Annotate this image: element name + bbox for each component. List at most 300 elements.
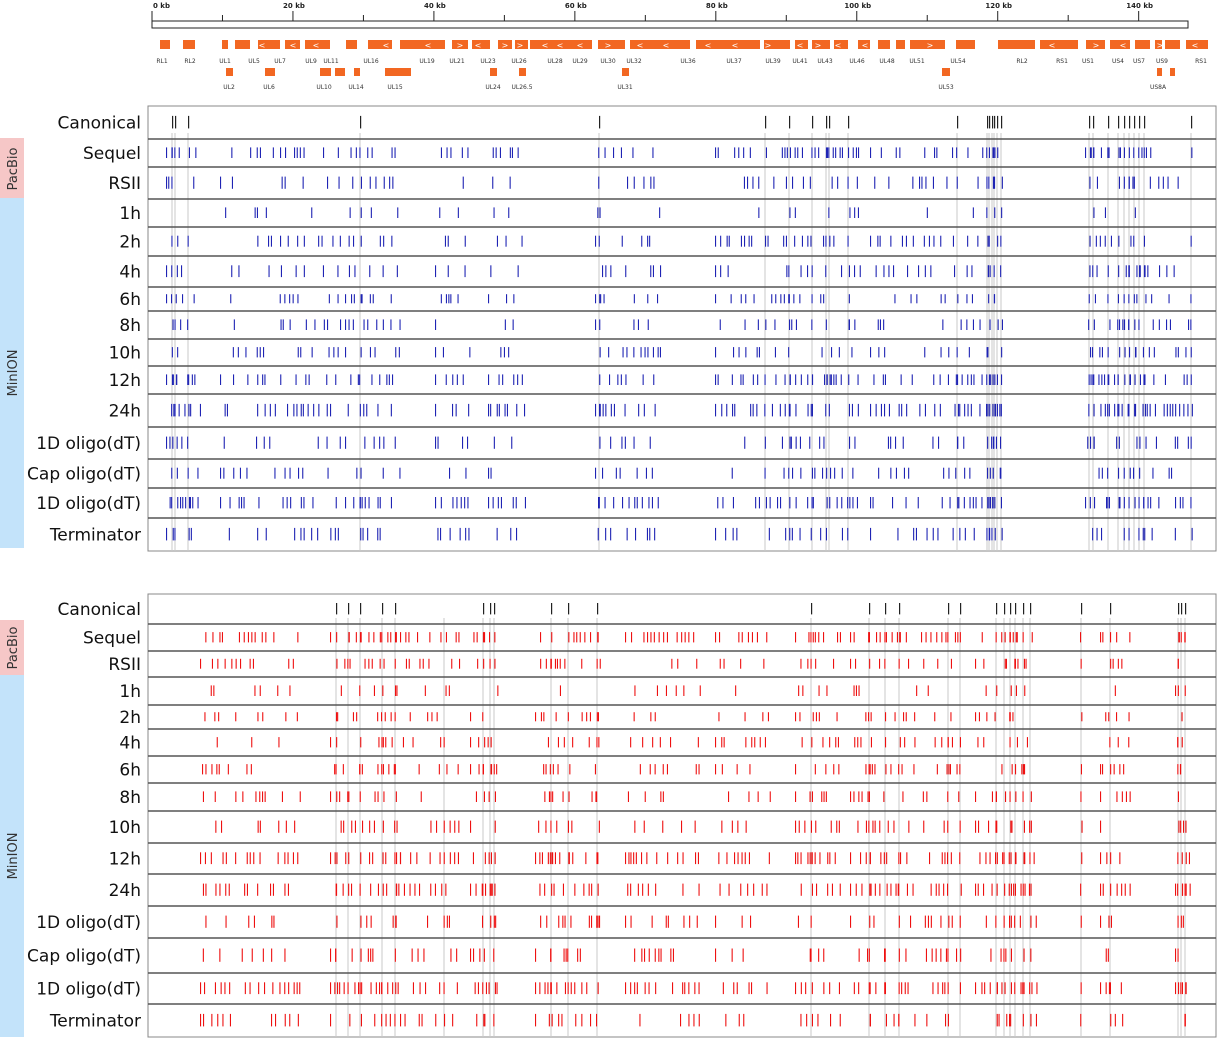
transcript-end-tick [600, 659, 601, 669]
transcript-end-tick [736, 528, 737, 541]
transcript-end-tick [715, 528, 716, 541]
transcript-end-tick [205, 632, 206, 642]
transcript-end-tick [973, 374, 974, 385]
transcript-end-tick [1119, 852, 1120, 864]
transcript-end-tick [942, 982, 943, 994]
transcript-end-tick [1146, 147, 1147, 158]
transcript-end-tick [734, 404, 735, 417]
transcript-end-tick [1175, 982, 1176, 994]
transcript-end-tick [685, 632, 686, 642]
transcript-end-tick [546, 916, 547, 928]
transcript-end-tick [383, 852, 384, 864]
transcript-end-tick [855, 659, 856, 669]
transcript-end-tick [979, 712, 980, 721]
transcript-end-tick [599, 236, 600, 247]
transcript-end-tick [1109, 497, 1110, 508]
transcript-end-tick [654, 528, 655, 541]
transcript-end-tick [352, 949, 353, 962]
transcript-end-tick [405, 632, 406, 642]
transcript-end-tick [396, 884, 397, 896]
transcript-end-tick [988, 236, 989, 247]
transcript-end-tick [385, 737, 386, 747]
transcript-end-tick [660, 347, 661, 357]
transcript-end-tick [901, 982, 902, 994]
transcript-end-tick [558, 737, 559, 747]
transcript-end-tick [715, 949, 716, 962]
transcript-end-tick [550, 821, 551, 833]
transcript-end-tick [958, 404, 959, 417]
transcript-end-tick [224, 437, 225, 449]
transcript-end-tick [801, 884, 802, 896]
transcript-end-tick [625, 916, 626, 928]
canonical-end-tick [885, 603, 886, 614]
transcript-end-tick [565, 916, 566, 928]
transcript-end-tick [225, 207, 226, 218]
transcript-end-tick [463, 177, 464, 189]
transcript-end-tick [344, 659, 345, 669]
transcript-end-tick [842, 147, 843, 158]
transcript-end-tick [644, 404, 645, 417]
transcript-end-tick [367, 528, 368, 541]
transcript-end-tick [176, 294, 177, 303]
transcript-end-tick [467, 147, 468, 158]
canonical-end-tick [1118, 116, 1119, 129]
transcript-end-tick [256, 437, 257, 449]
transcript-end-tick [458, 852, 459, 864]
transcript-end-tick [1175, 347, 1176, 357]
transcript-end-tick [369, 497, 370, 508]
transcript-end-tick [568, 821, 569, 833]
gene-block [222, 40, 228, 49]
transcript-end-tick [221, 821, 222, 833]
transcript-end-tick [811, 916, 812, 928]
transcript-end-tick [656, 852, 657, 864]
transcript-end-tick [1009, 852, 1010, 864]
transcript-end-tick [348, 852, 349, 864]
transcript-end-tick [1098, 374, 1099, 385]
transcript-end-tick [1015, 852, 1016, 864]
transcript-end-tick [1124, 147, 1125, 158]
transcript-end-tick [497, 982, 498, 994]
transcript-end-tick [383, 884, 384, 896]
gene-label: UL31 [617, 84, 633, 91]
transcript-end-tick [458, 632, 459, 642]
transcript-end-tick [505, 319, 506, 330]
transcript-end-tick [550, 791, 551, 802]
transcript-end-tick [1029, 982, 1030, 994]
transcript-end-tick [987, 347, 988, 357]
transcript-end-tick [200, 852, 201, 864]
transcript-end-tick [354, 294, 355, 303]
transcript-end-tick [602, 265, 603, 277]
transcript-end-tick [349, 265, 350, 277]
transcript-end-tick [318, 236, 319, 247]
transcript-end-tick [1004, 916, 1005, 928]
transcript-end-tick [988, 177, 989, 189]
gene-label: UL51 [909, 58, 925, 65]
transcript-end-tick [1017, 632, 1018, 642]
transcript-end-tick [222, 632, 223, 642]
transcript-end-tick [885, 712, 886, 721]
transcript-end-tick [1021, 884, 1022, 896]
transcript-end-tick [625, 632, 626, 642]
gene-strand-arrow: < [576, 41, 584, 50]
gene-label: UL37 [726, 58, 742, 65]
gene-label: UL10 [316, 84, 332, 91]
transcript-end-tick [827, 147, 828, 158]
transcript-end-tick [1097, 265, 1098, 277]
transcript-end-tick [1144, 236, 1145, 247]
transcript-end-tick [355, 821, 356, 833]
transcript-end-tick [666, 685, 667, 696]
transcript-end-tick [462, 147, 463, 158]
transcript-end-tick [242, 949, 243, 962]
transcript-end-tick [1135, 207, 1136, 218]
transcript-end-tick [947, 764, 948, 774]
canonical-end-tick [1089, 116, 1090, 129]
canonical-end-tick [1015, 603, 1016, 614]
transcript-end-tick [998, 319, 999, 330]
transcript-end-tick [1001, 404, 1002, 417]
transcript-end-tick [997, 1014, 998, 1027]
transcript-end-tick [360, 791, 361, 802]
transcript-end-tick [610, 265, 611, 277]
transcript-end-tick [1101, 374, 1102, 385]
transcript-end-tick [1158, 177, 1159, 189]
transcript-end-tick [833, 236, 834, 247]
transcript-end-tick [977, 737, 978, 747]
transcript-end-tick [230, 1014, 231, 1027]
transcript-end-tick [789, 207, 790, 218]
transcript-end-tick [270, 884, 271, 896]
transcript-end-tick [812, 404, 813, 417]
transcript-end-tick [330, 1014, 331, 1027]
transcript-end-tick [427, 712, 428, 721]
transcript-end-tick [764, 404, 765, 417]
transcript-end-tick [385, 852, 386, 864]
canonical-end-tick [597, 603, 598, 614]
transcript-end-tick [637, 468, 638, 479]
transcript-end-tick [699, 764, 700, 774]
transcript-end-tick [831, 347, 832, 357]
transcript-end-tick [991, 437, 992, 449]
transcript-end-tick [380, 497, 381, 508]
transcript-end-tick [1030, 916, 1031, 928]
transcript-end-tick [948, 764, 949, 774]
transcript-end-tick [957, 497, 958, 508]
transcript-end-tick [265, 791, 266, 802]
transcript-end-tick [378, 884, 379, 896]
transcript-end-tick [921, 632, 922, 642]
transcript-end-tick [465, 236, 466, 247]
transcript-end-tick [429, 632, 430, 642]
transcript-end-tick [599, 319, 600, 330]
transcript-end-tick [363, 404, 364, 417]
transcript-end-tick [961, 319, 962, 330]
transcript-end-tick [470, 764, 471, 774]
transcript-end-tick [435, 374, 436, 385]
transcript-end-tick [338, 147, 339, 158]
transcript-end-tick [947, 632, 948, 642]
transcript-end-tick [361, 1014, 362, 1027]
transcript-end-tick [827, 497, 828, 508]
transcript-end-tick [322, 236, 323, 247]
transcript-end-tick [187, 437, 188, 449]
transcript-end-tick [657, 685, 658, 696]
transcript-end-tick [193, 177, 194, 189]
transcript-end-tick [905, 982, 906, 994]
transcript-end-tick [856, 884, 857, 896]
transcript-end-tick [1109, 319, 1110, 330]
gene-label: US7 [1132, 58, 1146, 65]
transcript-end-tick [1001, 374, 1002, 385]
transcript-end-tick [872, 764, 873, 774]
transcript-end-tick [906, 632, 907, 642]
transcript-end-tick [395, 659, 396, 669]
transcript-end-tick [996, 632, 997, 642]
transcript-end-tick [187, 374, 188, 385]
transcript-end-tick [441, 147, 442, 158]
transcript-end-tick [172, 437, 173, 449]
track-row-label: 4h [119, 262, 141, 283]
transcript-end-tick [547, 982, 548, 994]
transcript-end-tick [1139, 497, 1140, 508]
transcript-end-tick [684, 982, 685, 994]
transcript-end-tick [925, 404, 926, 417]
transcript-end-tick [597, 712, 598, 721]
transcript-end-tick [290, 497, 291, 508]
transcript-end-tick [470, 821, 471, 833]
transcript-end-tick [244, 884, 245, 896]
transcript-end-tick [884, 404, 885, 417]
side-labels [0, 138, 24, 1037]
transcript-end-tick [751, 982, 752, 994]
transcript-end-tick [550, 764, 551, 774]
transcript-end-tick [1106, 852, 1107, 864]
transcript-end-tick [901, 374, 902, 385]
transcript-end-tick [383, 737, 384, 747]
transcript-end-tick [484, 632, 485, 642]
transcript-end-tick [189, 147, 190, 158]
transcript-end-tick [750, 147, 751, 158]
transcript-end-tick [648, 884, 649, 896]
transcript-end-tick [379, 437, 380, 449]
transcript-end-tick [181, 265, 182, 277]
track-row-label: RSII [108, 174, 141, 194]
transcript-end-tick [525, 497, 526, 508]
transcript-end-tick [251, 632, 252, 642]
transcript-end-tick [423, 949, 424, 962]
transcript-end-tick [849, 265, 850, 277]
transcript-end-tick [345, 347, 346, 357]
transcript-end-tick [383, 821, 384, 833]
transcript-end-tick [681, 632, 682, 642]
transcript-end-tick [811, 821, 812, 833]
transcript-end-tick [298, 1014, 299, 1027]
transcript-end-tick [667, 764, 668, 774]
transcript-end-tick [598, 884, 599, 896]
canonical-end-tick [1010, 603, 1011, 614]
transcript-end-tick [264, 374, 265, 385]
transcript-end-tick [717, 497, 718, 508]
transcript-end-tick [768, 712, 769, 721]
transcript-end-tick [876, 632, 877, 642]
transcript-end-tick [903, 437, 904, 449]
transcript-end-tick [543, 764, 544, 774]
transcript-end-tick [854, 207, 855, 218]
transcript-end-tick [245, 982, 246, 994]
transcript-end-tick [733, 528, 734, 541]
transcript-end-tick [273, 147, 274, 158]
transcript-end-tick [807, 497, 808, 508]
transcript-end-tick [263, 949, 264, 962]
transcript-end-tick [488, 497, 489, 508]
gene-label: UL19 [419, 58, 435, 65]
transcript-end-tick [951, 852, 952, 864]
transcript-end-tick [972, 294, 973, 303]
transcript-end-tick [715, 916, 716, 928]
transcript-end-tick [1130, 236, 1131, 247]
transcript-end-tick [902, 791, 903, 802]
track-row-label: RSII [108, 655, 141, 675]
transcript-end-tick [752, 177, 753, 189]
transcript-end-tick [304, 236, 305, 247]
transcript-end-tick [658, 347, 659, 357]
transcript-end-tick [558, 1014, 559, 1027]
transcript-end-tick [857, 497, 858, 508]
transcript-end-tick [221, 982, 222, 994]
transcript-end-tick [363, 528, 364, 541]
transcript-end-tick [1011, 916, 1012, 928]
transcript-end-tick [672, 982, 673, 994]
canonical-end-tick [1139, 116, 1140, 129]
transcript-end-tick [192, 374, 193, 385]
canonical-end-tick [360, 603, 361, 614]
transcript-end-tick [451, 659, 452, 669]
transcript-end-tick [204, 982, 205, 994]
transcript-end-tick [989, 236, 990, 247]
transcript-end-tick [597, 852, 598, 864]
transcript-end-tick [715, 404, 716, 417]
transcript-end-tick [666, 916, 667, 928]
transcript-end-tick [829, 737, 830, 747]
transcript-end-tick [954, 265, 955, 277]
transcript-end-tick [697, 916, 698, 928]
canonical-end-tick [996, 603, 997, 614]
transcript-end-tick [795, 147, 796, 158]
transcript-end-tick [330, 632, 331, 642]
transcript-end-tick [397, 265, 398, 277]
transcript-end-tick [166, 147, 167, 158]
transcript-end-tick [967, 147, 968, 158]
transcript-end-tick [896, 884, 897, 896]
transcript-end-tick [982, 374, 983, 385]
transcript-end-tick [333, 347, 334, 357]
gene-strand-arrow: > [1092, 41, 1100, 50]
transcript-end-tick [1118, 404, 1119, 417]
transcript-end-tick [329, 294, 330, 303]
transcript-end-tick [726, 852, 727, 864]
transcript-end-tick [470, 737, 471, 747]
transcript-end-tick [994, 294, 995, 303]
transcript-end-tick [394, 821, 395, 833]
transcript-end-tick [1105, 236, 1106, 247]
transcript-end-tick [948, 468, 949, 479]
transcript-end-tick [802, 236, 803, 247]
transcript-end-tick [177, 437, 178, 449]
transcript-end-tick [929, 236, 930, 247]
transcript-end-tick [900, 737, 901, 747]
track-row-label: 24h [108, 881, 141, 901]
transcript-end-tick [898, 884, 899, 896]
transcript-end-tick [823, 632, 824, 642]
transcript-end-tick [564, 659, 565, 669]
transcript-end-tick [981, 982, 982, 994]
transcript-end-tick [720, 659, 721, 669]
transcript-end-tick [378, 497, 379, 508]
transcript-end-tick [238, 265, 239, 277]
transcript-end-tick [894, 1014, 895, 1027]
transcript-end-tick [1100, 791, 1101, 802]
transcript-end-tick [496, 764, 497, 774]
transcript-end-tick [729, 884, 730, 896]
transcript-end-tick [359, 685, 360, 696]
transcript-end-tick [1011, 884, 1012, 896]
transcript-end-tick [873, 374, 874, 385]
transcript-end-tick [205, 852, 206, 864]
transcript-end-tick [973, 319, 974, 330]
transcript-end-tick [641, 236, 642, 247]
transcript-end-tick [1187, 374, 1188, 385]
transcript-end-tick [490, 916, 491, 928]
transcript-end-tick [758, 177, 759, 189]
transcript-end-tick [1168, 177, 1169, 189]
transcript-end-tick [483, 659, 484, 669]
transcript-end-tick [642, 737, 643, 747]
transcript-end-tick [189, 497, 190, 508]
transcript-end-tick [839, 347, 840, 357]
transcript-end-tick [446, 685, 447, 696]
transcript-end-tick [908, 821, 909, 833]
transcript-end-tick [545, 982, 546, 994]
transcript-end-tick [1090, 236, 1091, 247]
transcript-end-tick [849, 294, 850, 303]
transcript-end-tick [610, 528, 611, 541]
transcript-end-tick [977, 236, 978, 247]
transcript-end-tick [571, 821, 572, 833]
transcript-end-tick [870, 236, 871, 247]
transcript-end-tick [590, 1014, 591, 1027]
transcript-end-tick [470, 884, 471, 896]
transcript-end-tick [378, 791, 379, 802]
transcript-end-tick [984, 982, 985, 994]
transcript-end-tick [1085, 147, 1086, 158]
transcript-end-tick [1003, 949, 1004, 962]
transcript-end-tick [177, 347, 178, 357]
transcript-end-tick [351, 884, 352, 896]
transcript-end-tick [468, 528, 469, 541]
transcript-end-tick [1101, 147, 1102, 158]
transcript-end-tick [728, 791, 729, 802]
transcript-end-tick [229, 982, 230, 994]
transcript-end-tick [368, 659, 369, 669]
transcript-end-tick [602, 468, 603, 479]
transcript-end-tick [879, 821, 880, 833]
transcript-end-tick [419, 764, 420, 774]
gene-label: UL53 [938, 84, 954, 91]
transcript-end-tick [969, 468, 970, 479]
transcript-end-tick [456, 949, 457, 962]
